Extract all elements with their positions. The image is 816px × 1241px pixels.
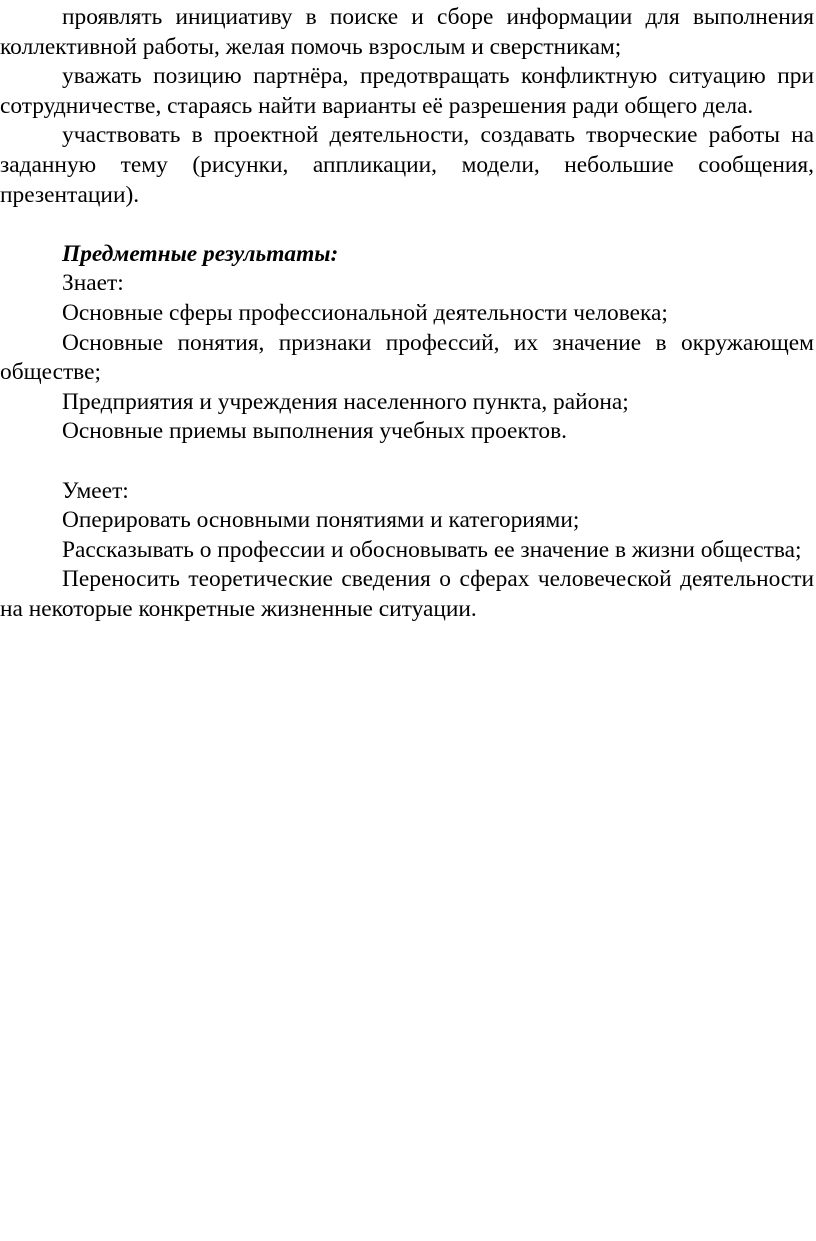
intro-paragraph: участвовать в проектной деятельности, создавать творческие работы на заданную тему (рисунки, аппликации, модели, небольшие сообщения, презентации). [0, 122, 814, 208]
can-item: Оперировать основными понятиями и категориями; [62, 507, 580, 534]
intro-paragraph: уважать позицию партнёра, предотвращать конфликтную ситуацию при сотрудничестве, стараясь найти варианты её разрешения ради общего дела. [0, 63, 814, 119]
knows-item: Основные сферы профессиональной деятельности человека; [62, 299, 668, 326]
can-item: Рассказывать о профессии и обосновывать ее значение в жизни общества; [62, 536, 802, 563]
knows-item: Основные приемы выполнения учебных проектов. [62, 418, 567, 445]
spacer [0, 210, 814, 240]
spacer [0, 447, 814, 477]
section-heading: Предметные результаты: [62, 240, 339, 267]
knows-label: Знает: [62, 270, 124, 297]
knows-item: Предприятия и учреждения населенного пункта, района; [62, 388, 629, 415]
can-label: Умеет: [62, 477, 129, 504]
knows-item: Основные понятия, признаки профессий, их значение в окружающем обществе; [0, 329, 814, 386]
can-item: Переносить теоретические сведения о сферах человеческой деятельности на некоторые конкретные жизненные ситуации. [0, 566, 814, 622]
intro-paragraph: проявлять инициативу в поиске и сборе информации для выполнения коллективной работы, желая помочь взрослым и сверстникам; [0, 4, 814, 60]
